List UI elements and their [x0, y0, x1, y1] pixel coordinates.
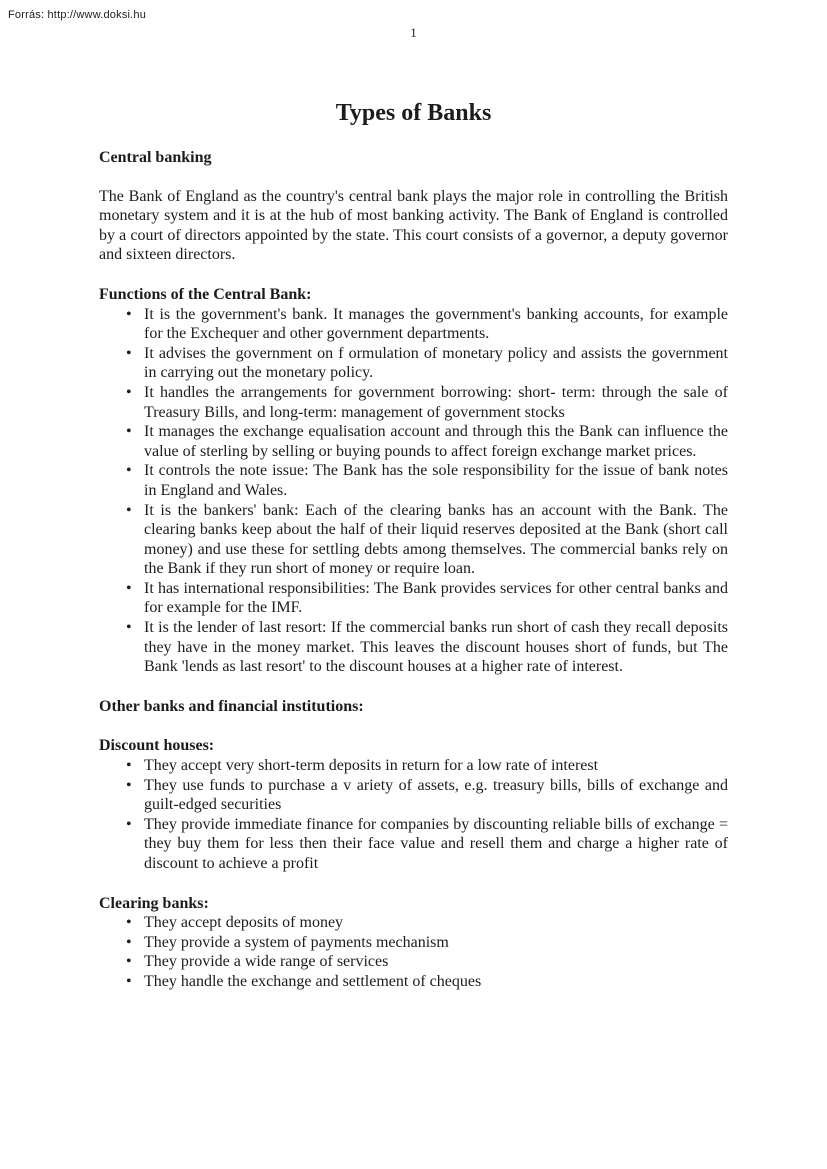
list-item: • They provide immediate finance for companies by discounting reliable bills of exchange = they buy them for less then their face value and resell them and charge a higher rate of discount to achieve a profit: [99, 815, 728, 874]
list-item: • It controls the note issue: The Bank has the sole responsibility for the issue of bank notes in England and Wales.: [99, 461, 728, 500]
list-item: • They accept very short-term deposits in return for a low rate of interest: [99, 756, 728, 776]
list-item: • It manages the exchange equalisation account and through this the Bank can influence the value of sterling by selling or buying pounds to affect foreign exchange market prices.: [99, 422, 728, 461]
document-content: [99, 0, 728, 992]
list-item: • It advises the government on f ormulation of monetary policy and assists the government in carrying out the monetary policy.: [99, 344, 728, 383]
section-heading-other-banks: Other banks and financial institutions:: [99, 697, 364, 715]
page-number: 1: [410, 25, 417, 40]
list-item: • It is the government's bank. It manages the government's banking accounts, for example for the Exchequer and other government departments.: [99, 305, 728, 344]
document-title: Types of Banks: [335, 100, 492, 126]
section-heading-central-banking: Central banking: [99, 149, 212, 166]
list-item: • It is the lender of last resort: If the commercial banks run short of cash they recall deposits they have in the money market. This leaves the discount houses short of funds, but The Bank 'lends as last resort' to the discount houses at a higher rate of interest.: [99, 618, 728, 677]
clearing-banks-bullet-list: [99, 913, 728, 991]
list-item: • It is the bankers' bank: Each of the clearing banks has an account with the Bank. The clearing banks keep about the half of their liquid reserves deposited at the Bank (short call money) and use these for settling debts among themselves. The commercial banks rely on the Bank if they run short of money or require loan.: [99, 501, 728, 579]
list-item: • It has international responsibilities: The Bank provides services for other central banks and for example for the IMF.: [99, 579, 728, 618]
list-item: • They use funds to purchase a v ariety of assets, e.g. treasury bills, bills of exchange and guilt-edged securities: [99, 776, 728, 815]
functions-bullet-list: [99, 305, 728, 677]
list-item: • They provide a system of payments mechanism: [99, 933, 728, 953]
section-heading-discount-houses: Discount houses:: [99, 737, 215, 755]
list-item: • They handle the exchange and settlement of cheques: [99, 972, 728, 992]
list-item: • They provide a wide range of services: [99, 952, 728, 972]
section-heading-clearing-banks: Clearing banks:: [99, 894, 209, 912]
paragraph-central-banking: The Bank of England as the country's central bank plays the major role in controlling the British monetary system and it is at the hub of most banking activity. The Bank of England is controlled by a court of directors appointed by the state. This court consists of a governor, a deputy governor and sixteen directors.: [99, 187, 728, 264]
list-item: • It handles the arrangements for government borrowing: short- term: through the sale of Treasury Bills, and long-term: management of government stocks: [99, 383, 728, 422]
list-item: • They accept deposits of money: [99, 913, 728, 933]
section-heading-functions-central-bank: Functions of the Central Bank:: [99, 285, 312, 303]
source-header: Forrás: http://www.doksi.hu: [8, 9, 147, 21]
discount-houses-bullet-list: [99, 756, 728, 874]
